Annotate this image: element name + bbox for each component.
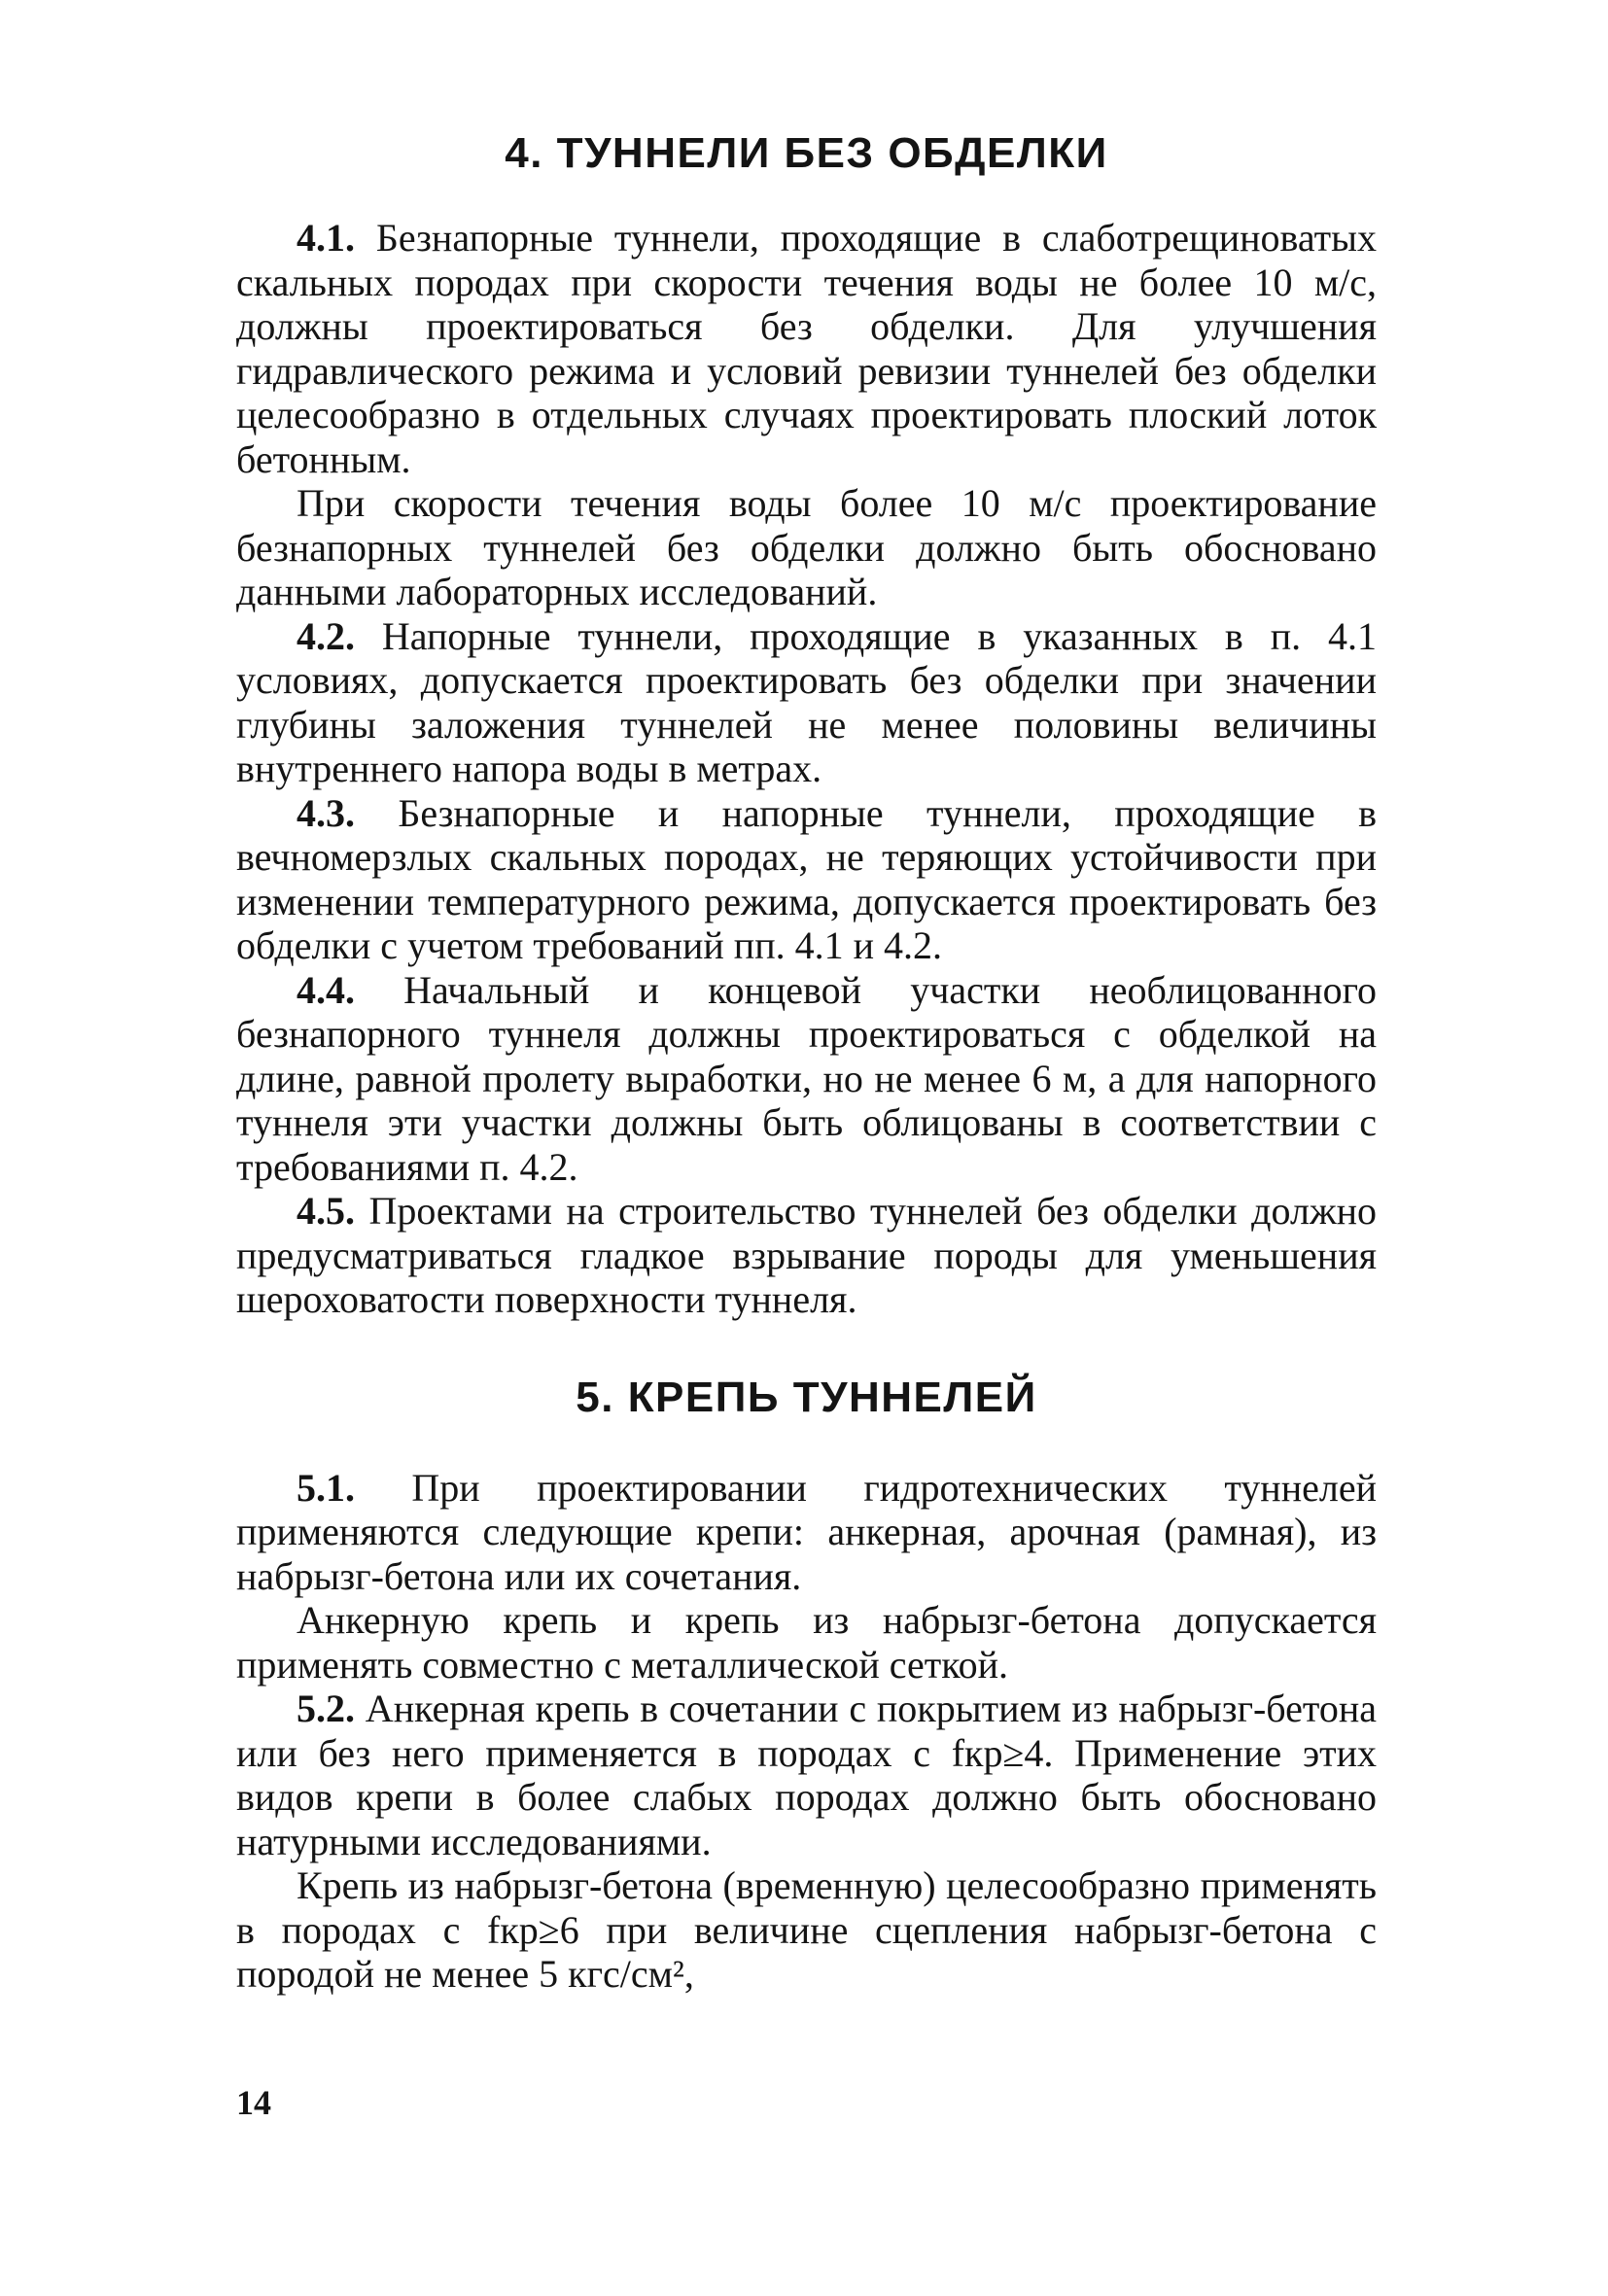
- clause-number: 4.1.: [297, 216, 355, 260]
- clause-number: 4.5.: [297, 1189, 355, 1233]
- paragraph-5-2: [236, 1687, 1377, 1863]
- section-heading-tunnel-support: 5. КРЕПЬ ТУННЕЛЕЙ: [576, 1373, 1037, 1421]
- paragraph-5-2-continued: [236, 1863, 1377, 1997]
- paragraph-4-2: [236, 614, 1377, 791]
- paragraph-text: Крепь из набрызг-бетона (временную) целесообразно применять в породах с fкр≥6 при величине сцепления набрызг-бетона с породой не менее 5 кгс/см²,: [236, 1863, 1377, 1996]
- paragraph-text: При проектировании гидротехнических туннелей применяются следующие крепи: анкерная, арочная (рамная), из набрызг-бетона или их сочетания.: [236, 1465, 1377, 1598]
- paragraph-5-1: [236, 1466, 1377, 1599]
- paragraph-text: Напорные туннели, проходящие в указанных в п. 4.1 условиях, допускается проектировать без обделки при значении глубины заложения туннелей не менее половины величины внутреннего напора воды в метрах.: [236, 613, 1377, 790]
- paragraph-text: Начальный и концевой участки необлицованного безнапорного туннеля должны проектироваться с обделкой на длине, равной пролету выработки, но не менее 6 м, а для напорного туннеля эти участки должны быть облицованы в соответствии с требованиями п. 4.2.: [236, 967, 1377, 1189]
- clause-number: 5.2.: [297, 1687, 355, 1730]
- paragraph-text: Безнапорные и напорные туннели, проходящие в вечномерзлых скальных породах, не теряющих устойчивости при изменении температурного режима, допускается проектировать без обделки с учетом требований пп. 4.1 и 4.2.: [236, 790, 1377, 967]
- section-heading-tunnels-without-lining: 4. ТУННЕЛИ БЕЗ ОБДЕЛКИ: [505, 129, 1108, 177]
- clause-number: 5.1.: [297, 1465, 355, 1510]
- paragraph-text: Безнапорные туннели, проходящие в слаботрещиноватых скальных породах при скорости течения воды не более 10 м/с, должны проектироваться без обделки. Для улучшения гидравлического режима и условий ревизии туннелей без обделки целесообразно в отдельных случаях проектировать плоский лоток бетонным.: [236, 216, 1377, 481]
- paragraph-text: Анкерную крепь и крепь из набрызг-бетона допускается применять совместно с металлической сеткой.: [236, 1598, 1377, 1687]
- section-body-tunnel-support: [236, 1466, 1377, 1997]
- clause-number: 4.2.: [297, 613, 355, 658]
- clause-number: 4.3.: [297, 790, 355, 835]
- section-body-tunnels-without-lining: [236, 216, 1377, 1322]
- paragraph-4-1: [236, 216, 1377, 481]
- paragraph-4-3: [236, 791, 1377, 968]
- page-number: 14: [236, 2083, 271, 2122]
- paragraph-text: При скорости течения воды более 10 м/с проектирование безнапорных туннелей без обделки должно быть обосновано данными лабораторных исследований.: [236, 481, 1377, 613]
- paragraph-4-4: [236, 968, 1377, 1190]
- paragraph-text: Проектами на строительство туннелей без обделки должно предусматриваться гладкое взрывание породы для уменьшения шероховатости поверхности туннеля.: [236, 1189, 1377, 1321]
- paragraph-4-5: [236, 1189, 1377, 1322]
- paragraph-text: Анкерная крепь в сочетании с покрытием из набрызг-бетона или без него применяется в породах с fкр≥4. Применение этих видов крепи в более слабых породах должно быть обосновано натурными исследованиями.: [236, 1687, 1377, 1863]
- paragraph-5-1-continued: [236, 1598, 1377, 1687]
- clause-number: 4.4.: [297, 967, 355, 1012]
- paragraph-4-1-continued: [236, 481, 1377, 614]
